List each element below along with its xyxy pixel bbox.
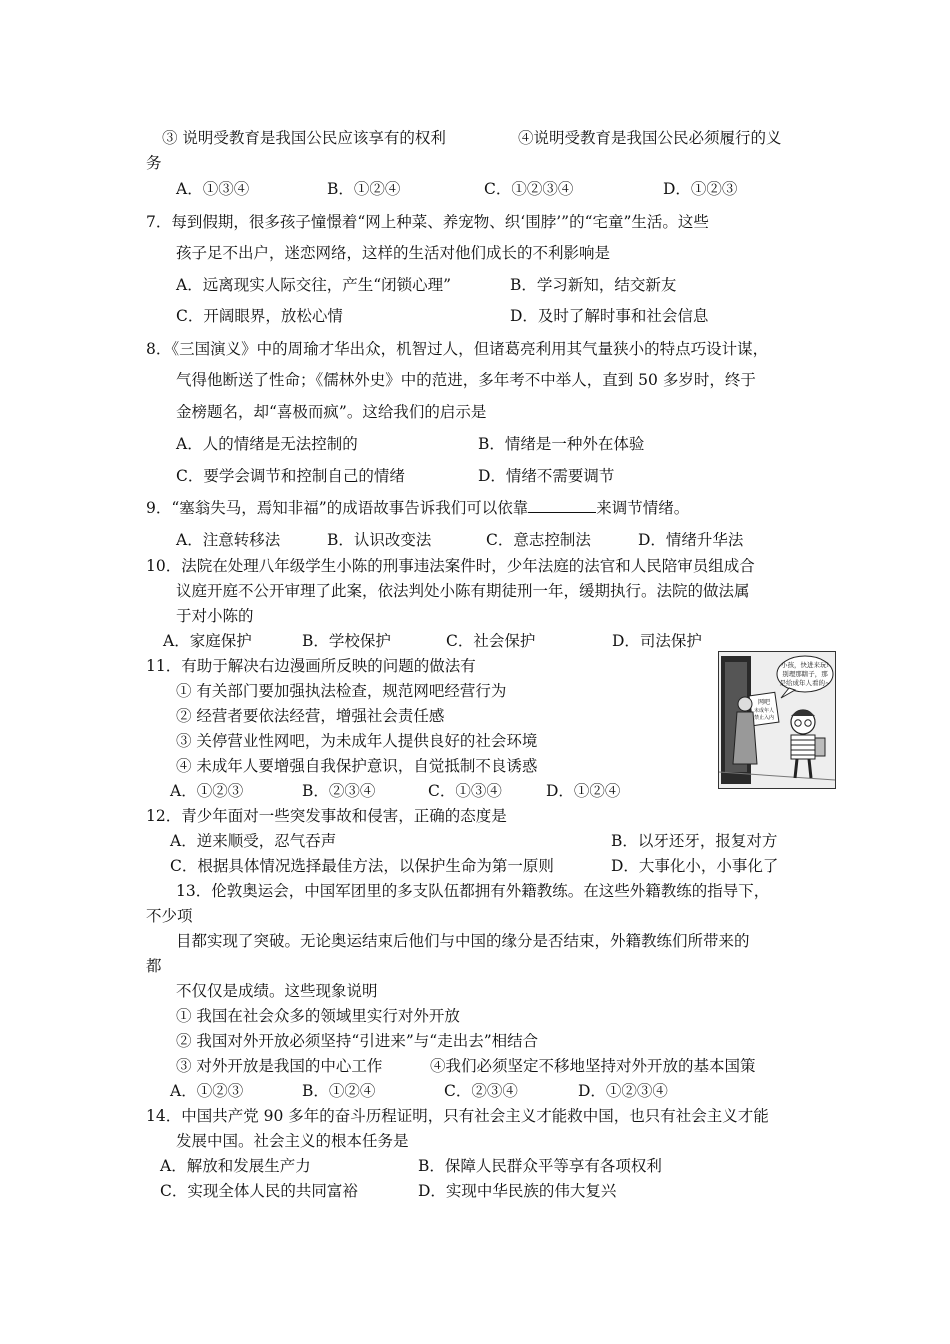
q11-option-a[interactable]: A．①②③ bbox=[170, 782, 244, 800]
sign-line-3: 禁止入内 bbox=[753, 715, 775, 721]
q13-item-3: ③ 对外开放是我国的中心工作 bbox=[176, 1057, 383, 1075]
q14-option-d[interactable]: D．实现中华民族的伟大复兴 bbox=[418, 1182, 617, 1200]
q14-option-a[interactable]: A．解放和发展生产力 bbox=[160, 1157, 311, 1175]
sign-line-2: 未成年人 bbox=[753, 708, 775, 714]
cartoon-drawing bbox=[719, 652, 835, 788]
q13-option-a[interactable]: A．①②③ bbox=[170, 1082, 244, 1100]
cartoon-image bbox=[718, 651, 836, 789]
q8-option-c[interactable]: C．要学会调节和控制自己的情绪 bbox=[176, 467, 405, 485]
q10-stem: 10．法院在处理八年级学生小陈的刑事违法案件时，少年法庭的法官和人民陪审员组成合 bbox=[146, 557, 755, 575]
q11-stem: 11．有助于解决右边漫画所反映的问题的做法有 bbox=[146, 657, 476, 675]
q10-stem-cont: 议庭开庭不公开审理了此案，依法判处小陈有期徒刑一年，缓期执行。法院的做法属 bbox=[176, 582, 750, 600]
q7-option-b[interactable]: B．学习新知，结交新友 bbox=[510, 276, 677, 294]
q9-stem-text: 9．“塞翁失马，焉知非福”的成语故事告诉我们可以依靠 bbox=[146, 499, 529, 517]
q11-item-1: ① 有关部门要加强执法检查，规范网吧经营行为 bbox=[176, 682, 507, 700]
q13-item-1: ① 我国在社会众多的领域里实行对外开放 bbox=[176, 1007, 460, 1025]
q12-option-a[interactable]: A．逆来顺受，忍气吞声 bbox=[170, 832, 337, 850]
q9-option-b[interactable]: B．认识改变法 bbox=[327, 531, 432, 549]
bubble-line-3: 是给成年人看的~ bbox=[779, 679, 831, 687]
q12-option-b[interactable]: B．以牙还牙，报复对方 bbox=[611, 832, 778, 850]
q8-stem: 8．《三国演义》中的周瑜才华出众，机智过人，但诸葛亮利用其气量狭小的特点巧设计谋， bbox=[146, 340, 769, 358]
q13-item-4: ④我们必须坚定不移地坚持对外开放的基本国策 bbox=[430, 1057, 756, 1075]
q11-item-2: ② 经营者要依法经营，增强社会责任感 bbox=[176, 707, 445, 725]
q7-option-c[interactable]: C．开阔眼界，放松心情 bbox=[176, 307, 343, 325]
q8-option-a[interactable]: A．人的情绪是无法控制的 bbox=[176, 435, 358, 453]
q14-stem-cont: 发展中国。社会主义的根本任务是 bbox=[176, 1132, 409, 1150]
q13-option-d[interactable]: D．①②③④ bbox=[578, 1082, 668, 1100]
q13-stem-wrap: 不少项 bbox=[146, 907, 193, 925]
q10-stem-cont2: 于对小陈的 bbox=[176, 607, 254, 625]
option-c[interactable]: C．①②③④ bbox=[484, 180, 574, 198]
q7-stem-cont: 孩子足不出户，迷恋网络，这样的生活对他们成长的不利影响是 bbox=[176, 244, 611, 262]
option-d[interactable]: D．①②③ bbox=[663, 180, 738, 198]
q9-stem-end: 来调节情绪。 bbox=[596, 499, 690, 517]
q10-option-a[interactable]: A．家庭保护 bbox=[163, 632, 252, 650]
q9-option-c[interactable]: C．意志控制法 bbox=[486, 531, 591, 549]
q13-stem: 13．伦敦奥运会，中国军团里的多支队伍都拥有外籍教练。在这些外籍教练的指导下， bbox=[176, 882, 770, 900]
sign-line-1: 网吧 bbox=[757, 699, 771, 706]
q7-option-d[interactable]: D．及时了解时事和社会信息 bbox=[510, 307, 709, 325]
option-a[interactable]: A．①③④ bbox=[176, 180, 250, 198]
q11-item-3: ③ 关停营业性网吧，为未成年人提供良好的社会环境 bbox=[176, 732, 538, 750]
q9-option-a[interactable]: A．注意转移法 bbox=[176, 531, 281, 549]
statement-4: ④说明受教育是我国公民必须履行的义 bbox=[518, 129, 782, 147]
q10-option-b[interactable]: B．学校保护 bbox=[302, 632, 391, 650]
q14-stem: 14．中国共产党 90 多年的奋斗历程证明，只有社会主义才能救中国，也只有社会主义才能 bbox=[146, 1107, 769, 1125]
q8-stem-cont2: 金榜题名，却“喜极而疯”。这给我们的启示是 bbox=[176, 403, 487, 421]
q13-stem-wrap2: 都 bbox=[146, 957, 162, 975]
q11-option-b[interactable]: B．②③④ bbox=[302, 782, 376, 800]
q9-stem bbox=[146, 498, 689, 518]
q13-stem-cont2: 不仅仅是成绩。这些现象说明 bbox=[176, 982, 378, 1000]
option-b[interactable]: B．①②④ bbox=[327, 180, 401, 198]
answer-blank[interactable] bbox=[528, 498, 596, 513]
q12-option-d[interactable]: D．大事化小，小事化了 bbox=[611, 857, 779, 875]
bubble-line-2: 别理那瞎子，那 bbox=[782, 670, 828, 678]
q8-option-b[interactable]: B．情绪是一种外在体验 bbox=[478, 435, 645, 453]
q8-option-d[interactable]: D．情绪不需要调节 bbox=[478, 467, 615, 485]
q10-option-c[interactable]: C．社会保护 bbox=[446, 632, 536, 650]
q13-option-b[interactable]: B．①②④ bbox=[302, 1082, 376, 1100]
bubble-line-1: 小孩，快进来玩! bbox=[780, 661, 830, 669]
statement-4-wrap: 务 bbox=[146, 154, 162, 172]
q10-option-d[interactable]: D．司法保护 bbox=[612, 632, 702, 650]
q14-option-b[interactable]: B．保障人民群众平等享有各项权利 bbox=[418, 1157, 662, 1175]
q7-stem: 7．每到假期，很多孩子憧憬着“网上种菜、养宠物、织‘围脖’”的“宅童”生活。这些 bbox=[146, 213, 709, 231]
q11-item-4: ④ 未成年人要增强自我保护意识，自觉抵制不良诱惑 bbox=[176, 757, 538, 775]
q13-option-c[interactable]: C．②③④ bbox=[444, 1082, 518, 1100]
q11-option-d[interactable]: D．①②④ bbox=[546, 782, 621, 800]
q12-stem: 12．青少年面对一些突发事故和侵害，正确的态度是 bbox=[146, 807, 507, 825]
q8-stem-cont: 气得他断送了性命；《儒林外史》中的范进，多年考不中举人，直到 50 多岁时，终于 bbox=[176, 371, 756, 389]
q9-option-d[interactable]: D．情绪升华法 bbox=[638, 531, 744, 549]
q7-option-a[interactable]: A．远离现实人际交往，产生“闭锁心理” bbox=[176, 276, 452, 294]
q13-item-2: ② 我国对外开放必须坚持“引进来”与“走出去”相结合 bbox=[176, 1032, 539, 1050]
statement-3: ③ 说明受教育是我国公民应该享有的权利 bbox=[162, 129, 446, 147]
q14-option-c[interactable]: C．实现全体人民的共同富裕 bbox=[160, 1182, 358, 1200]
q12-option-c[interactable]: C．根据具体情况选择最佳方法，以保护生命为第一原则 bbox=[170, 857, 554, 875]
q13-stem-cont: 目都实现了突破。无论奥运结束后他们与中国的缘分是否结束，外籍教练们所带来的 bbox=[176, 932, 750, 950]
q11-option-c[interactable]: C．①③④ bbox=[428, 782, 502, 800]
